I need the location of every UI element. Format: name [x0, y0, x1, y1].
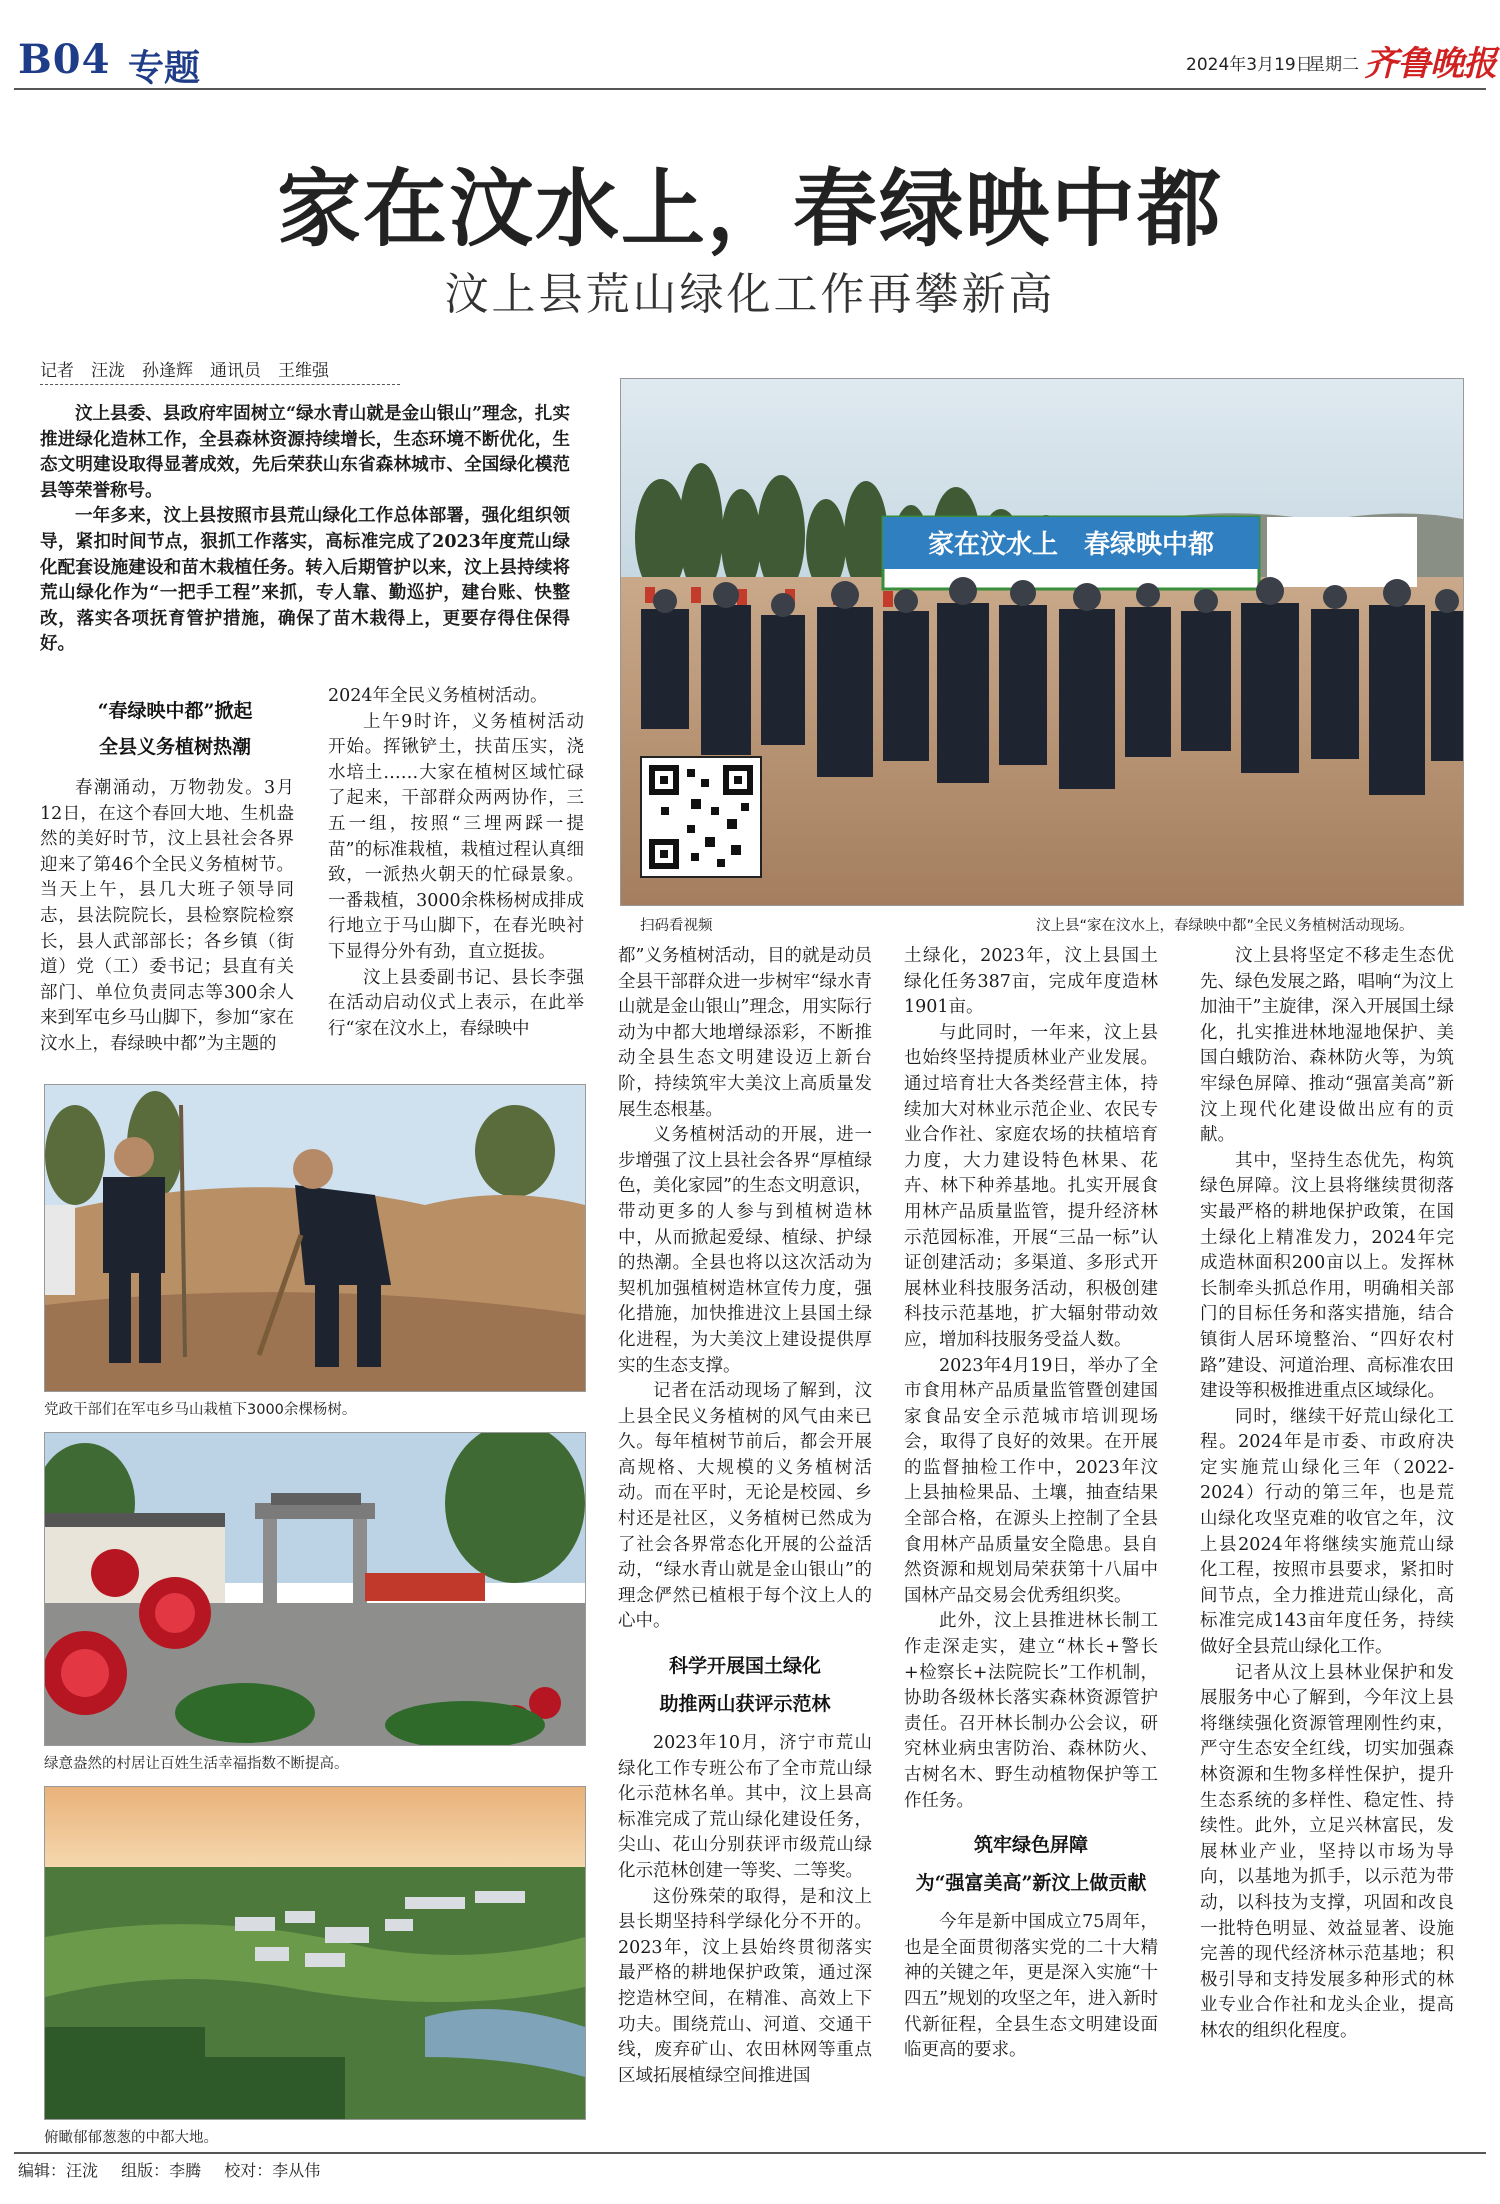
body-paragraph: 记者从汶上县林业保护和发展服务中心了解到，今年汶上县将继续强化资源管理刚性约束，严守生态安全红线，切实加强森林资源和生物多样性保护，提升生态系统的多样性、稳定性、持续性。此外，立足兴林富民，发展林业产业，坚持以市场为导向，以基地为抓手，以示范为带动，以科技为支撑，巩固和改良一批特色明显、效益显著、设施完善的现代经济林示范基地；积极引导和支持发展多种形式的林业专业合作社和龙头企业，提高林农的组织化程度。 — [1200, 1662, 1454, 2041]
section3-heading-line1: 筑牢绿色屏障 — [973, 1834, 1088, 1857]
column-e — [1200, 944, 1454, 2045]
section2-heading-line2: 助推两山获评示范林 — [659, 1693, 831, 1716]
issue-date: 2024年3月19日 — [1186, 55, 1313, 75]
section2-heading-line1: 科学开展国土绿化 — [668, 1655, 821, 1678]
byline: 记者 汪泷 孙逢辉 通讯员 王维强 — [40, 361, 329, 381]
body-paragraph: 汶上县将坚定不移走生态优先、绿色发展之路，唱响“为汶上加油干”主旋律，深入开展国土绿化，扎实推进林地湿地保护、美国白蛾防治、森林防火等，为筑牢绿色屏障、推动“强富美高”新汶上现代化建设做出应有的贡献。 — [1200, 946, 1454, 1146]
body-paragraph: 这份殊荣的取得，是和汶上县长期坚持科学绿化分不开的。2023年，汶上县始终贯彻落实最严格的耕地保护政策，通过深挖造林空间，在精准、高效上下功夫。围绕荒山、河道、交通干线，废弃矿山、农田林网等重点区域拓展植绿空间推进国 — [618, 1886, 872, 2086]
body-paragraph: 2024年全民义务植树活动。 — [328, 686, 548, 706]
body-paragraph: 同时，继续干好荒山绿化工程。2024年是市委、市政府决定实施荒山绿化三年（2022-2024）行动的第三年，也是荒山绿化攻坚克难的收官之年，汶上县2024年将继续实施荒山绿化工程，按照市县要求，紧扣时间节点，全力推进荒山绿化，高标准完成143亩年度任务，持续做好全县荒山绿化工作。 — [1200, 1406, 1454, 1658]
section3-heading — [904, 1830, 1158, 1898]
page-number: B04 — [18, 36, 111, 83]
lead-text — [40, 402, 570, 658]
section1-column-b — [328, 684, 584, 1042]
photo2-caption: 绿意盎然的村居让百姓生活幸福指数不断提高。 — [44, 1756, 349, 1772]
footer-layout: 组版：李腾 — [121, 2161, 202, 2180]
byline-rule — [40, 384, 400, 385]
body-paragraph: 春潮涌动，万物勃发。3月12日，在这个春回大地、生机盎然的美好时节，汶上县社会各界迎来了第46个全民义务植树节。当天上午，县几大班子领导同志，县法院院长，县检察院检察长，县人武部部长；各乡镇（街道）党（工）委书记；县直有关部门、单位负责同志等300余人来到军屯乡马山脚下，参加“家在汶水上，春绿映中都”为主题的 — [40, 778, 294, 1054]
photo-village-flowers — [44, 1432, 586, 1746]
footer-rule — [14, 2152, 1486, 2154]
photo-aerial-view — [44, 1786, 586, 2120]
qr-caption: 扫码看视频 — [640, 918, 713, 934]
footer-credits — [18, 2158, 338, 2181]
body-paragraph: 此外，汶上县推进林长制工作走深走实，建立“林长+警长+检察长+法院院长”工作机制，协助各级林长落实森林资源管护责任。召开林长制办公会议，研究林业病虫害防治、森林防火、古树名木、野生动植物保护等工作任务。 — [904, 1611, 1158, 1811]
section3-heading-line2: 为“强富美高”新汶上做贡献 — [915, 1872, 1147, 1895]
section1-column-a — [40, 776, 294, 1058]
section1-heading-line2: 全县义务植树热潮 — [98, 736, 251, 758]
section-label: 专题 — [128, 47, 201, 89]
article-headline: 家在汶水上，春绿映中都 — [276, 159, 1223, 258]
footer-editor: 编辑：汪泷 — [18, 2161, 99, 2180]
footer-proof: 校对：李从伟 — [224, 2161, 321, 2180]
photo-officials-planting — [44, 1084, 586, 1392]
main-photo-tree-planting — [620, 378, 1464, 906]
photo1-illustration — [45, 1085, 585, 1391]
body-paragraph: 与此同时，一年来，汶上县也始终坚持提质林业产业发展。通过培育壮大各类经营主体，持续加大对林业示范企业、农民专业合作社、家庭农场的扶植培育力度，大力建设特色林果、花卉、林下种养基地。扎实开展食用林产品质量监管，提升经济林示范园标准，开展“三品一标”认证创建活动；多渠道、多形式开展林业科技服务活动，积极创建科技示范基地，扩大辐射带动效应，增加科技服务受益人数。 — [904, 1022, 1158, 1350]
body-paragraph: 义务植树活动的开展，进一步增强了汶上县社会各界“厚植绿色，美化家园”的生态文明意识，带动更多的人参与到植树造林中，从而掀起爱绿、植绿、护绿的热潮。全县也将以这次活动为契机加强植树造林宣传力度，强化措施，加快推进汶上县国土绿化进程，为大美汶上建设提供厚实的生态支撑。 — [618, 1125, 872, 1376]
lead-paragraph: 汶上县委、县政府牢固树立“绿水青山就是金山银山”理念，扎实推进绿化造林工作，全县森林资源持续增长，生态环境不断优化，生态文明建设取得显著成效，先后荣获山东省森林城市、全国绿化模范县等荣誉称号。 — [40, 404, 570, 501]
section2-heading — [618, 1651, 872, 1719]
main-photo-caption: 汶上县“家在汶水上，春绿映中都”全民义务植树活动现场。 — [1036, 918, 1414, 934]
photo3-caption: 俯瞰郁郁葱葱的中都大地。 — [44, 2130, 218, 2146]
column-c — [618, 944, 872, 2089]
article-subheadline: 汶上县荒山绿化工作再攀新高 — [444, 269, 1056, 320]
body-paragraph: 上午9时许，义务植树活动开始。挥锹铲土，扶苗压实，浇水培土……大家在植树区域忙碌了起来，干部群众两两协作，三五一组，按照“三埋两踩一提苗”的标准栽植，栽植过程认真细致，一派热火朝天的忙碌景象。一番栽植，3000余株杨树成排成行地立于马山脚下，在春光映衬下显得分外有劲，直立挺拔。 — [328, 711, 584, 962]
photo3-illustration — [45, 1787, 585, 2119]
body-paragraph: 今年是新中国成立75周年，也是全面贯彻落实党的二十大精神的关键之年，更是深入实施“十四五”规划的攻坚之年，进入新时代新征程，全县生态文明建设面临更高的要求。 — [904, 1912, 1158, 2061]
header-rule — [14, 88, 1486, 90]
body-paragraph: 记者在活动现场了解到，汶上县全民义务植树的风气由来已久。每年植树节前后，都会开展高规格、大规模的义务植树活动。而在平时，无论是校园、乡村还是社区，义务植树已然成为了社会各界常态化开展的公益活动，“绿水青山就是金山银山”的理念俨然已植根于每个汶上人的心中。 — [618, 1381, 872, 1632]
body-paragraph: 都”义务植树活动，目的就是动员全县干部群众进一步树牢“绿水青山就是金山银山”理念，用实际行动为中都大地增绿添彩，不断推动全县生态文明建设迈上新台阶，持续筑牢大美汶上高质量发展生态根基。 — [618, 946, 872, 1120]
body-paragraph: 其中，坚持生态优先，构筑绿色屏障。汶上县将继续贯彻落实最严格的耕地保护政策，在国土绿化上精准发力，2024年完成造林面积200亩以上。发挥林长制牵头抓总作用，明确相关部门的目标任务和落实措施，结合镇街人居环境整治、“四好农村路”建设、河道治理、高标准农田建设等积极推进重点区域绿化。 — [1200, 1150, 1454, 1402]
column-d — [904, 944, 1158, 2064]
body-paragraph: 汶上县委副书记、县长李强在活动启动仪式上表示，在此举行“家在汶水上，春绿映中 — [328, 967, 584, 1039]
body-paragraph: 2023年4月19日，举办了全市食用林产品质量监管暨创建国家食品安全示范城市培训现场会，取得了良好的效果。在开展的监督抽检工作中，2023年汶上县抽检果品、土壤，抽查结果全部合格，在源头上控制了全县食用林产品质量安全隐患。县自然资源和规划局荣获第十八届中国林产品交易会优秀组织奖。 — [904, 1355, 1158, 1606]
section1-heading — [40, 696, 310, 762]
photo2-illustration — [45, 1433, 585, 1745]
newspaper-masthead: 齐鲁晚报 — [1364, 44, 1496, 84]
main-photo-illustration — [621, 379, 1463, 905]
lead-paragraph: 一年多来，汶上县按照市县荒山绿化工作总体部署，强化组织领导，紧扣时间节点，狠抓工作落实，高标准完成了2023年度荒山绿化配套设施建设和苗木栽植任务。转入后期管护以来，汶上县持续将荒山绿化作为“一把手工程”来抓，专人靠、勤巡护，建台账、快整改，落实各项抚育管护措施，确保了苗木栽得上，更要存得住保得好。 — [40, 506, 570, 655]
photo1-caption: 党政干部们在军屯乡马山栽植下3000余棵杨树。 — [44, 1402, 357, 1418]
body-paragraph: 2023年10月，济宁市荒山绿化工作专班公布了全市荒山绿化示范林名单。其中，汶上县高标准完成了荒山绿化建设任务，尖山、花山分别获评市级荒山绿化示范林创建一等奖、二等奖。 — [618, 1733, 872, 1881]
main-photo-banner-text: 家在汶水上 春绿映中都 — [927, 530, 1215, 560]
body-paragraph: 土绿化，2023年，汶上县国土绿化任务387亩，完成年度造林1901亩。 — [904, 946, 1158, 1018]
section1-heading-line1: “春绿映中都”掀起 — [97, 700, 253, 722]
issue-weekday: 星期二 — [1308, 55, 1359, 75]
